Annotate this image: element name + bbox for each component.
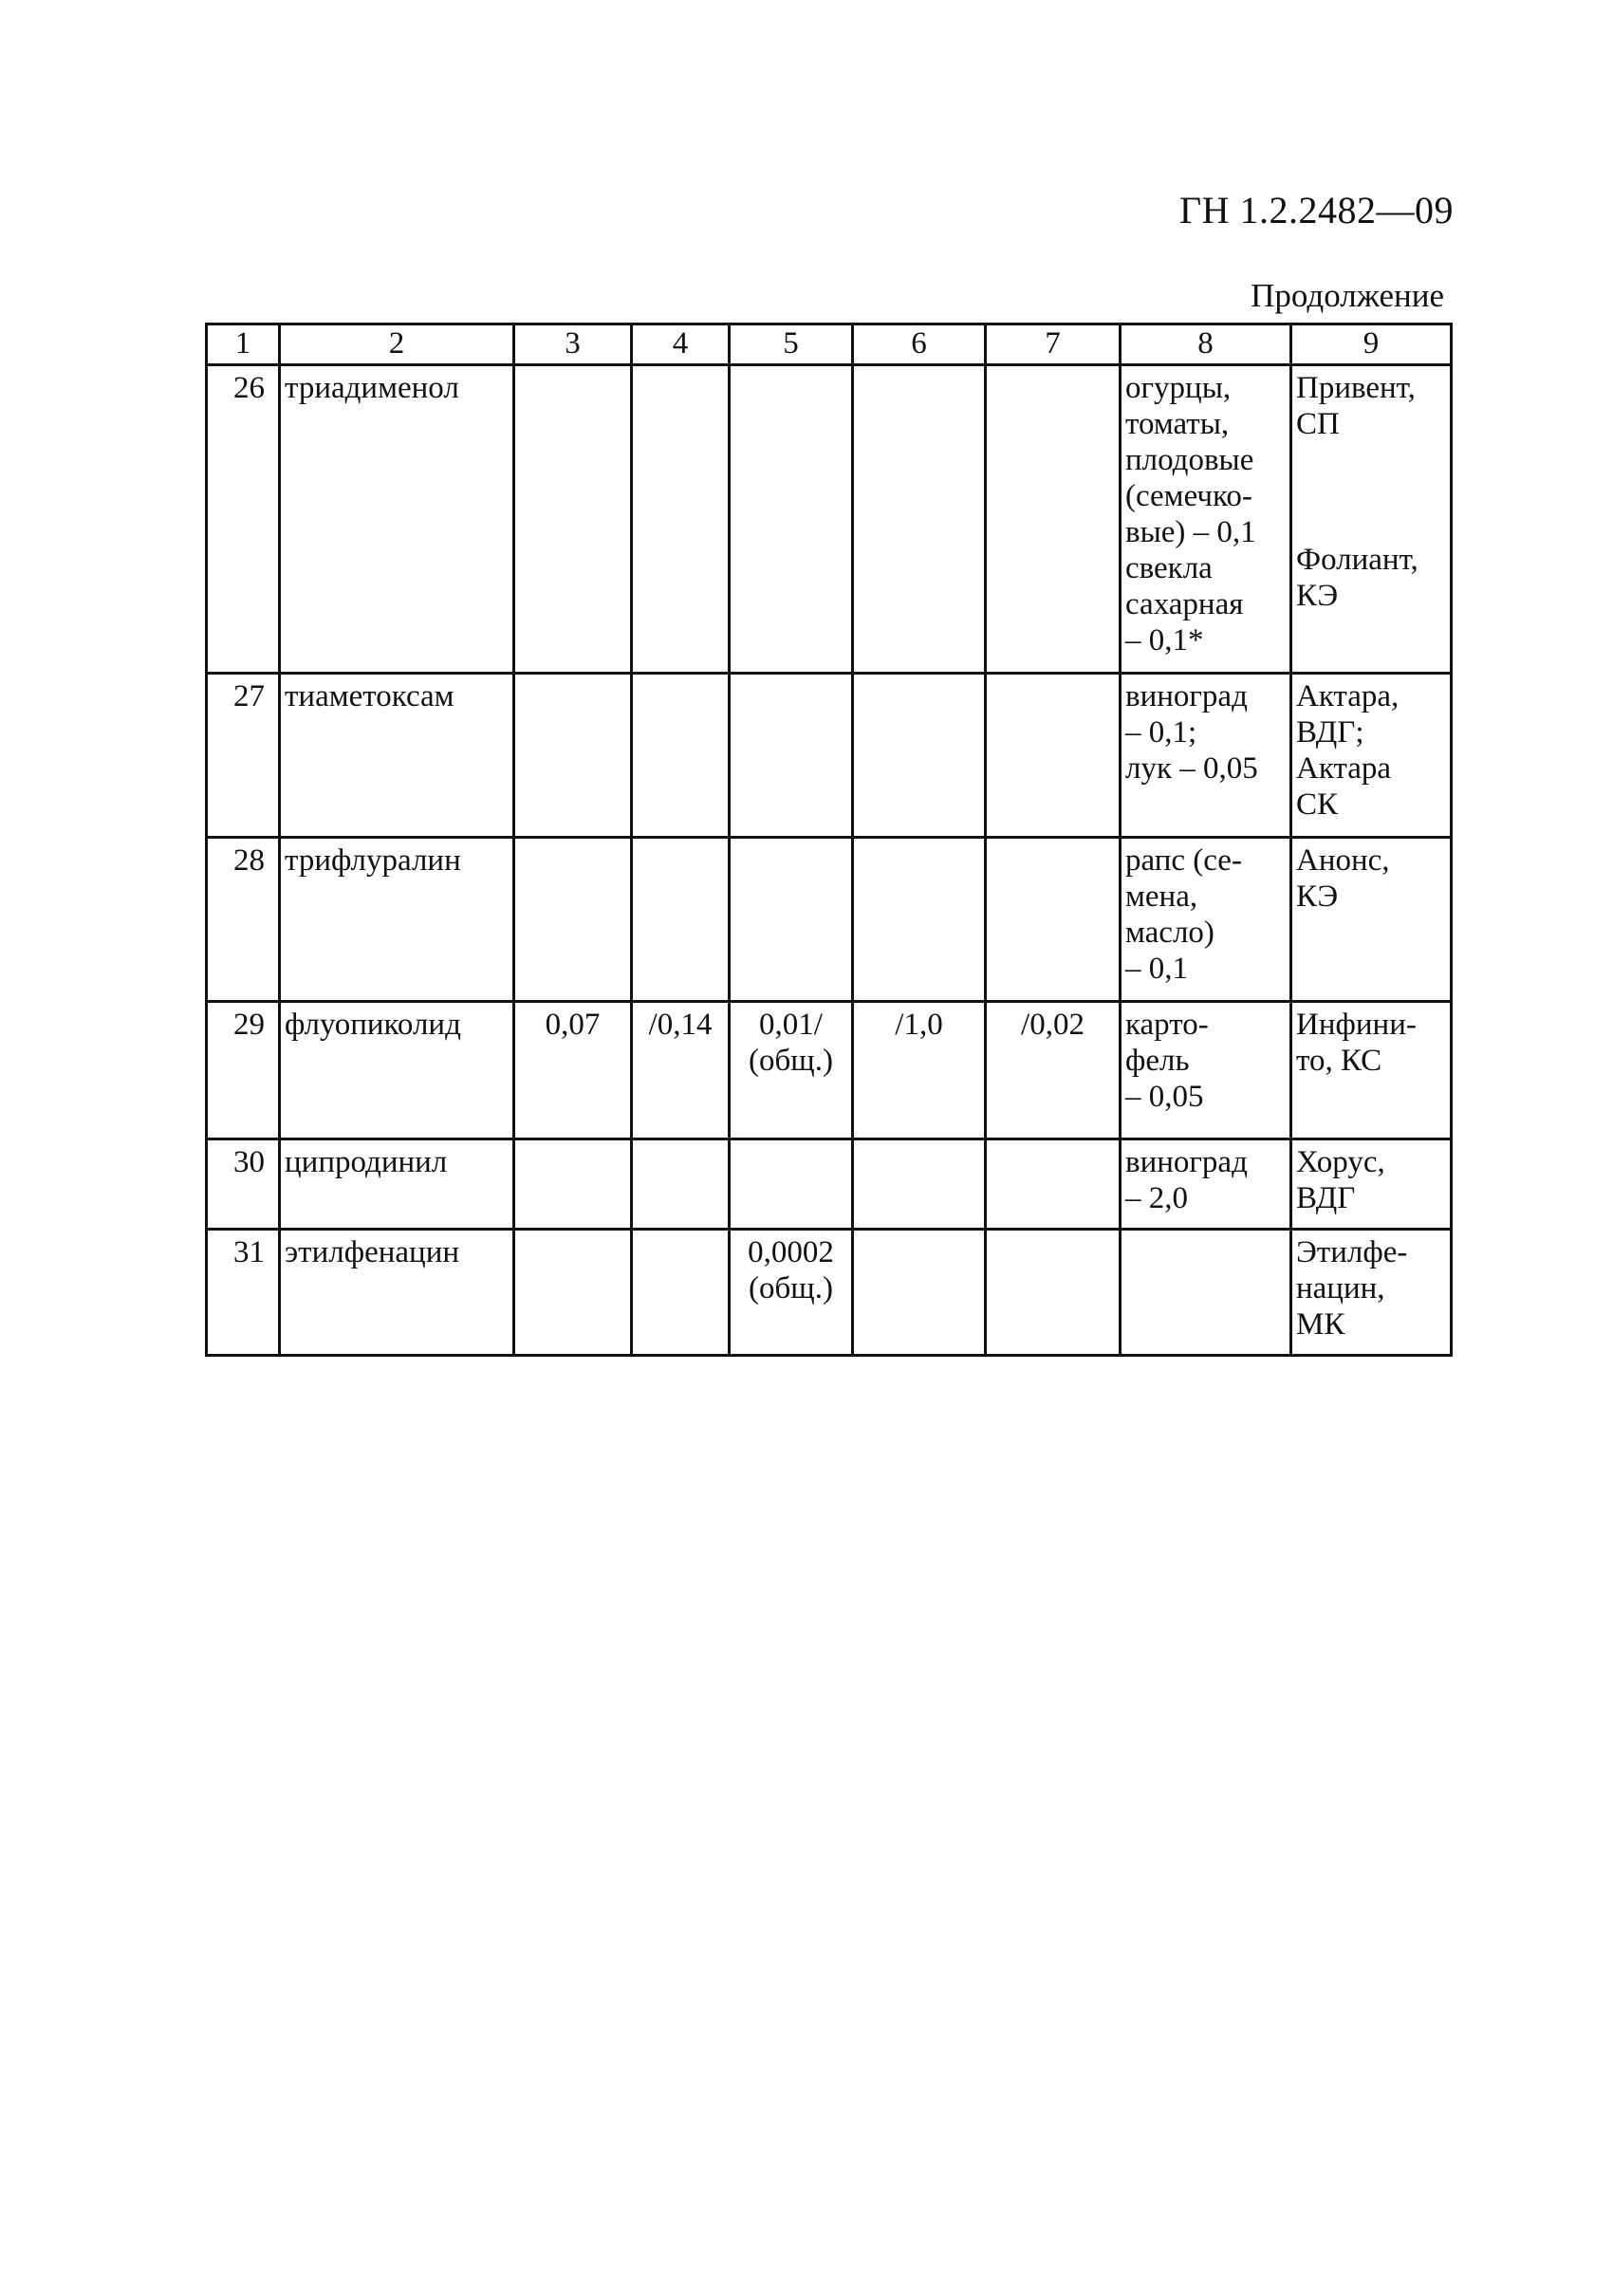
substance-name: этилфенацин [280, 1230, 514, 1356]
line: то, КС [1296, 1044, 1382, 1078]
line: – 0,1; [1125, 715, 1197, 750]
row-number: 31 [207, 1230, 280, 1356]
cell-col4 [632, 1139, 730, 1230]
substance-name: триадименол [280, 365, 514, 674]
line: – 2,0 [1125, 1181, 1188, 1215]
line: 0,0002 [748, 1235, 834, 1269]
column-number-row [207, 324, 1452, 365]
cell-col9 [1291, 365, 1452, 674]
line: нацин, [1296, 1271, 1385, 1305]
line: фель [1125, 1044, 1190, 1078]
line: карто- [1125, 1008, 1209, 1042]
cell-col6 [853, 1139, 986, 1230]
column-header: 1 [207, 324, 280, 365]
column-header: 6 [853, 324, 986, 365]
line: Инфини- [1296, 1008, 1417, 1042]
column-header: 3 [514, 324, 632, 365]
line: плодовые [1125, 443, 1254, 477]
cell-col9 [1291, 1139, 1452, 1230]
line: рапс (се- [1125, 843, 1242, 878]
cell-col6 [853, 365, 986, 674]
cell-col9 [1291, 1002, 1452, 1139]
substance-name: флуопиколид [280, 1002, 514, 1139]
cell-col6 [853, 674, 986, 838]
column-header: 2 [280, 324, 514, 365]
line: Этилфе- [1296, 1235, 1408, 1269]
row-number: 29 [207, 1002, 280, 1139]
cell-col5 [730, 1230, 853, 1356]
table-row [207, 1230, 1452, 1356]
cell-col3 [514, 365, 632, 674]
line: СП [1296, 407, 1340, 441]
cell-col3: 0,07 [514, 1002, 632, 1139]
line: Актара, [1296, 679, 1400, 713]
column-header: 5 [730, 324, 853, 365]
row-number: 28 [207, 838, 280, 1002]
substance-name: тиаметоксам [280, 674, 514, 838]
column-header: 4 [632, 324, 730, 365]
cell-col4 [632, 838, 730, 1002]
table-row [207, 674, 1452, 838]
cell-col3 [514, 1139, 632, 1230]
line: КЭ [1296, 579, 1339, 613]
table-row [207, 838, 1452, 1002]
line: СК [1296, 787, 1339, 822]
line: вые) – 0,1 [1125, 515, 1256, 549]
pesticide-table [205, 323, 1453, 1357]
line: Привент, [1296, 371, 1416, 405]
column-header: 7 [986, 324, 1121, 365]
substance-name: трифлуралин [280, 838, 514, 1002]
cell-col8 [1121, 1230, 1291, 1356]
cell-col6 [853, 1230, 986, 1356]
cell-col4 [632, 674, 730, 838]
line: масло) [1125, 916, 1214, 950]
cell-col6 [853, 838, 986, 1002]
line: Хорус, [1296, 1145, 1385, 1179]
cell-col3 [514, 674, 632, 838]
cell-col7 [986, 674, 1121, 838]
cell-col8 [1121, 674, 1291, 838]
continuation-label: Продолжение [1251, 277, 1444, 314]
row-number: 27 [207, 674, 280, 838]
line: ВДГ [1296, 1181, 1356, 1215]
cell-col5 [730, 1139, 853, 1230]
line: Актара [1296, 751, 1392, 786]
cell-col5 [730, 365, 853, 674]
line: КЭ [1296, 880, 1339, 914]
cell-col9 [1291, 674, 1452, 838]
line: Фолиант, [1296, 543, 1418, 577]
line: – 0,1 [1125, 952, 1188, 986]
cell-col5 [730, 674, 853, 838]
line: Анонс, [1296, 843, 1390, 878]
line: – 0,05 [1125, 1080, 1204, 1114]
line: – 0,1* [1125, 623, 1204, 657]
cell-col9 [1291, 838, 1452, 1002]
line: лук – 0,05 [1125, 751, 1258, 786]
table-row [207, 1002, 1452, 1139]
cell-col5 [730, 838, 853, 1002]
table-row [207, 365, 1452, 674]
line: МК [1296, 1307, 1345, 1342]
cell-col7 [986, 838, 1121, 1002]
table-row [207, 1139, 1452, 1230]
line: виноград [1125, 1145, 1248, 1179]
substance-name: ципродинил [280, 1139, 514, 1230]
document-code: ГН 1.2.2482—09 [1178, 189, 1454, 231]
cell-col6: /1,0 [853, 1002, 986, 1139]
line: (семечко- [1125, 479, 1252, 513]
cell-col4: /0,14 [632, 1002, 730, 1139]
cell-col4 [632, 365, 730, 674]
cell-col8 [1121, 838, 1291, 1002]
cell-col7 [986, 1230, 1121, 1356]
line: (общ.) [749, 1271, 833, 1305]
line: виноград [1125, 679, 1248, 713]
cell-col8 [1121, 1139, 1291, 1230]
line: огурцы, [1125, 371, 1232, 405]
row-number: 30 [207, 1139, 280, 1230]
line: (общ.) [749, 1044, 833, 1078]
cell-col5 [730, 1002, 853, 1139]
line: мена, [1125, 880, 1198, 914]
column-header: 9 [1291, 324, 1452, 365]
line: свекла [1125, 551, 1213, 585]
row-number: 26 [207, 365, 280, 674]
cell-col3 [514, 838, 632, 1002]
cell-col8 [1121, 365, 1291, 674]
cell-col7: /0,02 [986, 1002, 1121, 1139]
cell-col7 [986, 365, 1121, 674]
cell-col4 [632, 1230, 730, 1356]
line: сахарная [1125, 587, 1244, 621]
column-header: 8 [1121, 324, 1291, 365]
cell-col9 [1291, 1230, 1452, 1356]
cell-col8 [1121, 1002, 1291, 1139]
cell-col7 [986, 1139, 1121, 1230]
line: ВДГ; [1296, 715, 1364, 750]
line: 0,01/ [759, 1008, 823, 1042]
cell-col3 [514, 1230, 632, 1356]
line: томаты, [1125, 407, 1230, 441]
